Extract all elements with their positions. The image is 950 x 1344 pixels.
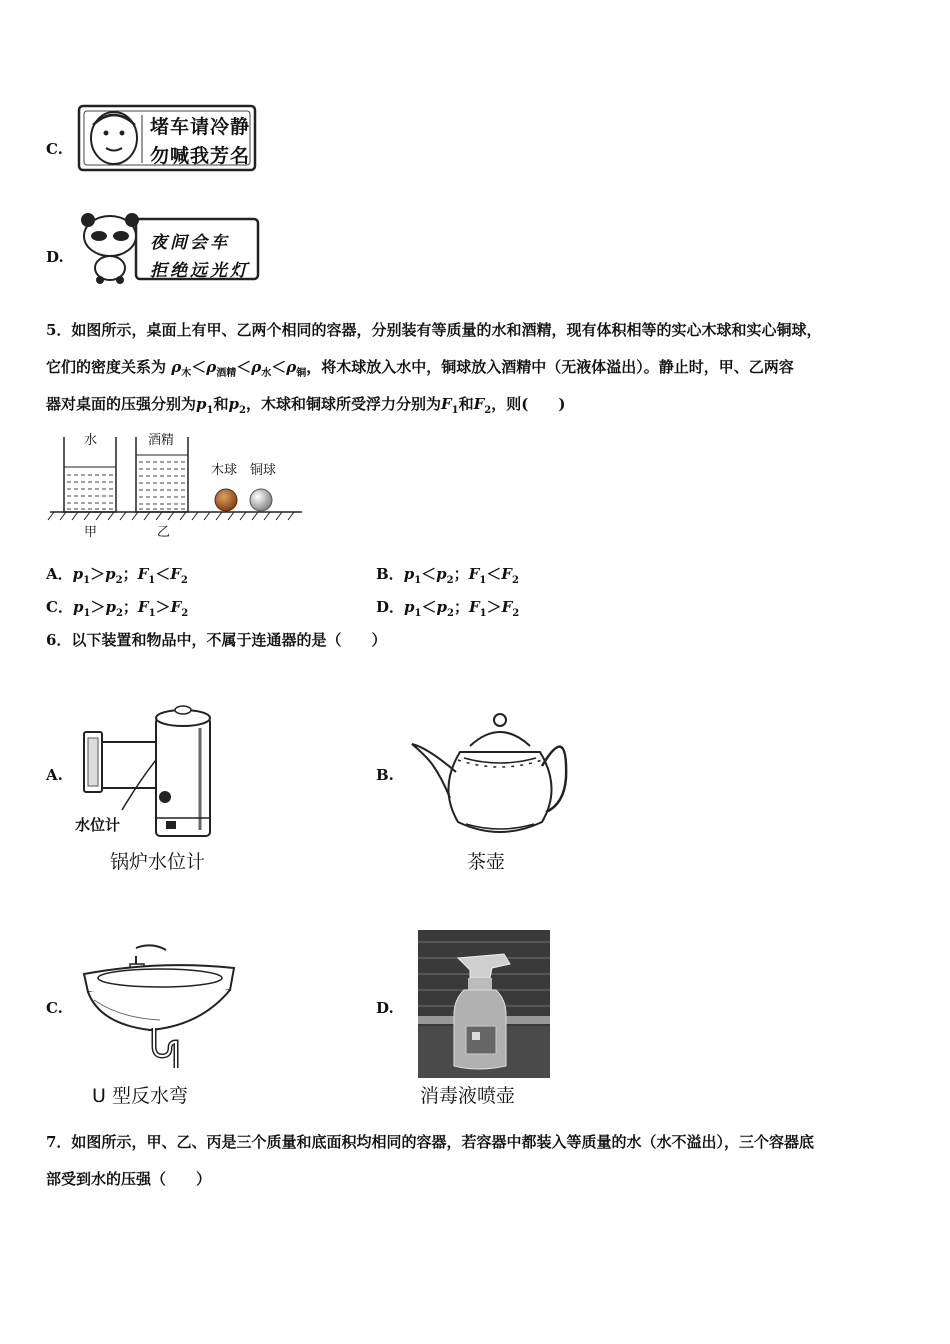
q4-c-sign-line2: 勿喊我芳名 [150, 145, 251, 167]
q5-option-c[interactable]: C．$p_1>p_2$；$F_1>F_2$ [46, 598, 189, 619]
q6-c-caption: U 型反水弯 [92, 1085, 188, 1107]
q6-option-d-label[interactable]: D. [376, 999, 394, 1017]
q6-a-inner-label: 水位计 [75, 816, 121, 834]
sink-icon [80, 938, 240, 1078]
q5-stem-line1: 5．如图所示，桌面上有甲、乙两个相同的容器，分别装有等质量的水和酒精，现有体积相等的实心木球和实心铜球， [46, 321, 822, 339]
panda-icon [81, 213, 139, 284]
q5-stem-line3: 器对桌面的压强分别为$p_1$和$p_2$，木球和铜球所受浮力分别为$F_1$和$F_2$，则( ) [46, 395, 566, 416]
q5-option-d[interactable]: D．$p_1<p_2$；$F_1>F_2$ [376, 598, 520, 619]
fig-label-wood-ball: 木球 [211, 463, 238, 478]
q4-d-sign-line2: 拒绝远光灯 [150, 261, 250, 281]
q6-option-a-label[interactable]: A. [46, 766, 63, 784]
wood-ball-icon [215, 489, 237, 511]
q6-option-b-label[interactable]: B. [376, 766, 394, 784]
spray-bottle-icon [418, 930, 550, 1078]
q6-a-caption: 锅炉水位计 [110, 851, 206, 873]
q4-option-d-label[interactable]: D. [46, 248, 64, 266]
fig-label-water: 水 [84, 433, 98, 448]
q6-d-caption: 消毒液喷壶 [420, 1085, 516, 1107]
copper-ball-icon [250, 489, 272, 511]
q4-c-sign-line1: 堵车请冷静 [150, 116, 251, 138]
q4-d-sign-line1: 夜间会车 [150, 233, 230, 253]
q6-b-caption: 茶壶 [467, 851, 506, 873]
q5-stem-line2: 它们的密度关系为 $\rho_木<\rho_{酒精}<\rho_水<\rho_铜$，将木球放入水中，铜球放入酒精中（无液体溢出）。静止时，甲、乙两容 [46, 358, 794, 379]
q4-option-c-label[interactable]: C. [46, 140, 63, 158]
container-jia [64, 437, 116, 512]
fig-label-copper-ball: 铜球 [250, 463, 277, 478]
q7-stem-line1: 7．如图所示，甲、乙、丙是三个质量和底面积均相同的容器，若容器中都装入等质量的水（水不溢出），三个容器底 [46, 1133, 814, 1151]
teapot-icon [408, 708, 576, 840]
fig-label-yi: 乙 [157, 525, 171, 540]
fig-label-jia: 甲 [84, 525, 98, 540]
container-yi [136, 437, 188, 512]
fig-label-alcohol: 酒精 [148, 433, 175, 448]
q5-option-a[interactable]: A．$p_1>p_2$；$F_1<F_2$ [46, 565, 188, 586]
q6-option-c-label[interactable]: C. [46, 999, 63, 1017]
q7-stem-line2: 部受到水的压强（ ） [46, 1170, 212, 1188]
q5-option-b[interactable]: B．$p_1<p_2$；$F_1<F_2$ [376, 565, 519, 586]
face-icon [91, 112, 137, 164]
q6-stem: 6．以下装置和物品中，不属于连通器的是（ ） [46, 631, 387, 649]
